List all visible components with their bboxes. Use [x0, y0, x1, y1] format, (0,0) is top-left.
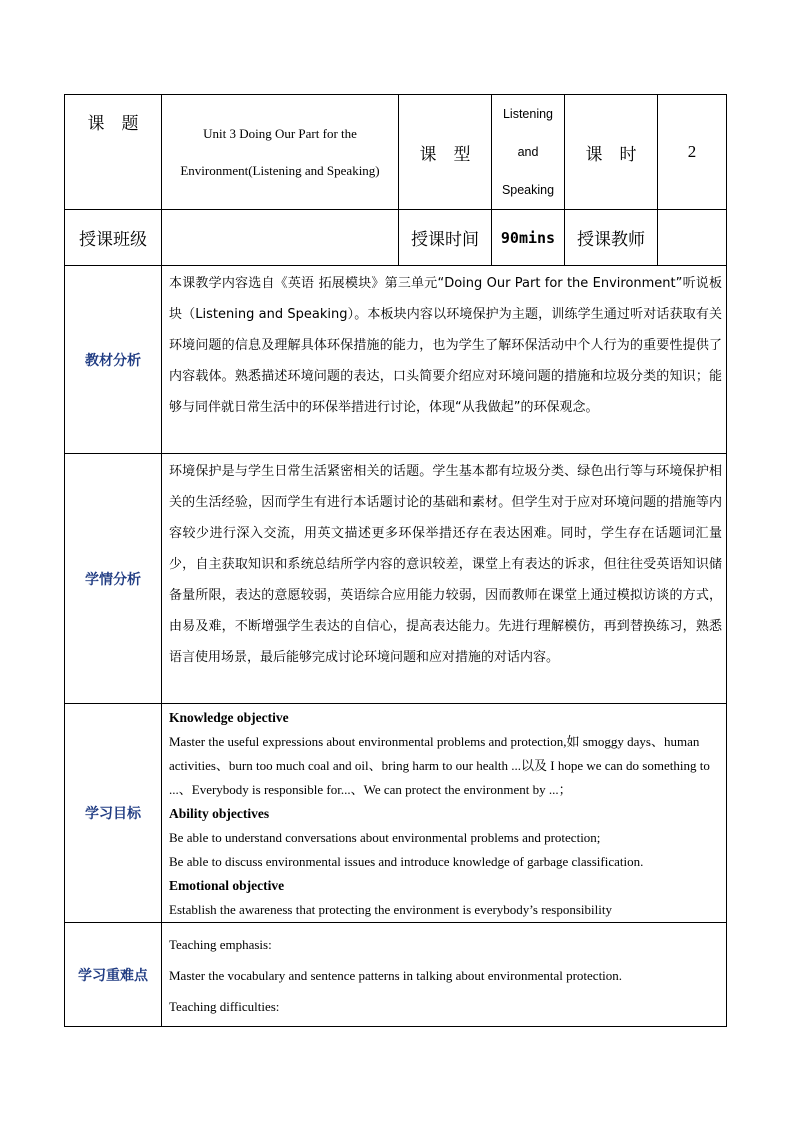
- knowledge-text: Master the useful expressions about environmental problems and protection,如 smoggy days、human activities、burn too much coal and oil、bring harm to our health ...以及 I hope we can do something to ...、Everybody is responsible for...、We can protect the environment by ...；: [169, 734, 710, 797]
- learner-row: [65, 454, 727, 704]
- type-value-line2: and: [517, 145, 539, 159]
- type-value-line1: Listening: [502, 107, 554, 121]
- emotional-heading: Emotional objective: [169, 878, 285, 893]
- emphasis-heading: Teaching emphasis:: [169, 937, 272, 952]
- type-label: 课 型: [399, 95, 492, 210]
- type-value-line3: Speaking: [501, 183, 555, 197]
- learner-text: 环境保护是与学生日常生活紧密相关的话题。学生基本都有垃圾分类、绿色出行等与环境保护相关的生活经验，因而学生有进行本话题讨论的基础和素材。但学生对于应对环境问题的措施等内容较少进行深入交流，用英文描述更多环保举措还存在表达困难。同时，学生存在话题词汇量少，自主获取知识和系统总结所学内容的意识较差，课堂上有表达的诉求，但往往受英语知识储备量所限，表达的意愿较弱，英语综合应用能力较弱，因而教师在课堂上通过模拟访谈的方式，由易及难，不断增强学生表达的自信心，提高表达能力。先进行理解模仿，再到替换练习，熟悉语言使用场景，最后能够完成讨论环境问题和应对措施的对话内容。: [162, 454, 727, 704]
- hours-value: 2: [658, 95, 727, 210]
- objectives-row: [65, 704, 727, 923]
- time-value: 90mins: [492, 210, 565, 266]
- topic-label: 课 题: [65, 95, 162, 210]
- ability-heading: Ability objectives: [169, 806, 270, 821]
- class-value: [162, 210, 399, 266]
- objectives-label: 学习目标: [65, 704, 162, 923]
- topic-value-line1: Unit 3 Doing Our Part for the: [203, 126, 357, 141]
- key-points-content: [162, 923, 727, 1027]
- teacher-value: [658, 210, 727, 266]
- teacher-label: 授课教师: [565, 210, 658, 266]
- material-row: [65, 266, 727, 454]
- hours-label: 课 时: [565, 95, 658, 210]
- ability-line-1: Be able to understand conversations about environmental problems and protection;: [169, 830, 601, 845]
- objectives-content: [162, 704, 727, 923]
- topic-value-line2: Environment(Listening and Speaking): [180, 163, 380, 178]
- topic-value: [162, 95, 399, 210]
- class-label: 授课班级: [65, 210, 162, 266]
- ability-line-2: Be able to discuss environmental issues and introduce knowledge of garbage classification.: [169, 854, 644, 869]
- key-points-label: 学习重难点: [65, 923, 162, 1027]
- header-row-1: [65, 95, 727, 210]
- lesson-plan-table: [64, 94, 727, 1027]
- key-points-row: [65, 923, 727, 1027]
- type-value: [492, 95, 565, 210]
- emotional-text: Establish the awareness that protecting the environment is everybody’s responsibility: [169, 902, 612, 917]
- learner-label: 学情分析: [65, 454, 162, 704]
- emphasis-text: Master the vocabulary and sentence patterns in talking about environmental protection.: [169, 968, 623, 983]
- material-text: 本课教学内容选自《英语 拓展模块》第三单元“Doing Our Part for the Environment”听说板块（Listening and Speaking）。本板块内容以环境保护为主题，训练学生通过听对话获取有关环境问题的信息及理解具体环保措施的能力，也为学生了解环保活动中个人行为的重要性提供了内容载体。熟悉描述环境问题的表达，口头简要介绍应对环境问题的措施和垃圾分类的知识；能够与同伴就日常生活中的环保举措进行讨论，体现“从我做起”的环保观念。: [162, 266, 727, 454]
- header-row-2: [65, 210, 727, 266]
- time-label: 授课时间: [399, 210, 492, 266]
- material-label: 教材分析: [65, 266, 162, 454]
- difficulties-heading: Teaching difficulties:: [169, 999, 280, 1014]
- knowledge-heading: Knowledge objective: [169, 710, 289, 725]
